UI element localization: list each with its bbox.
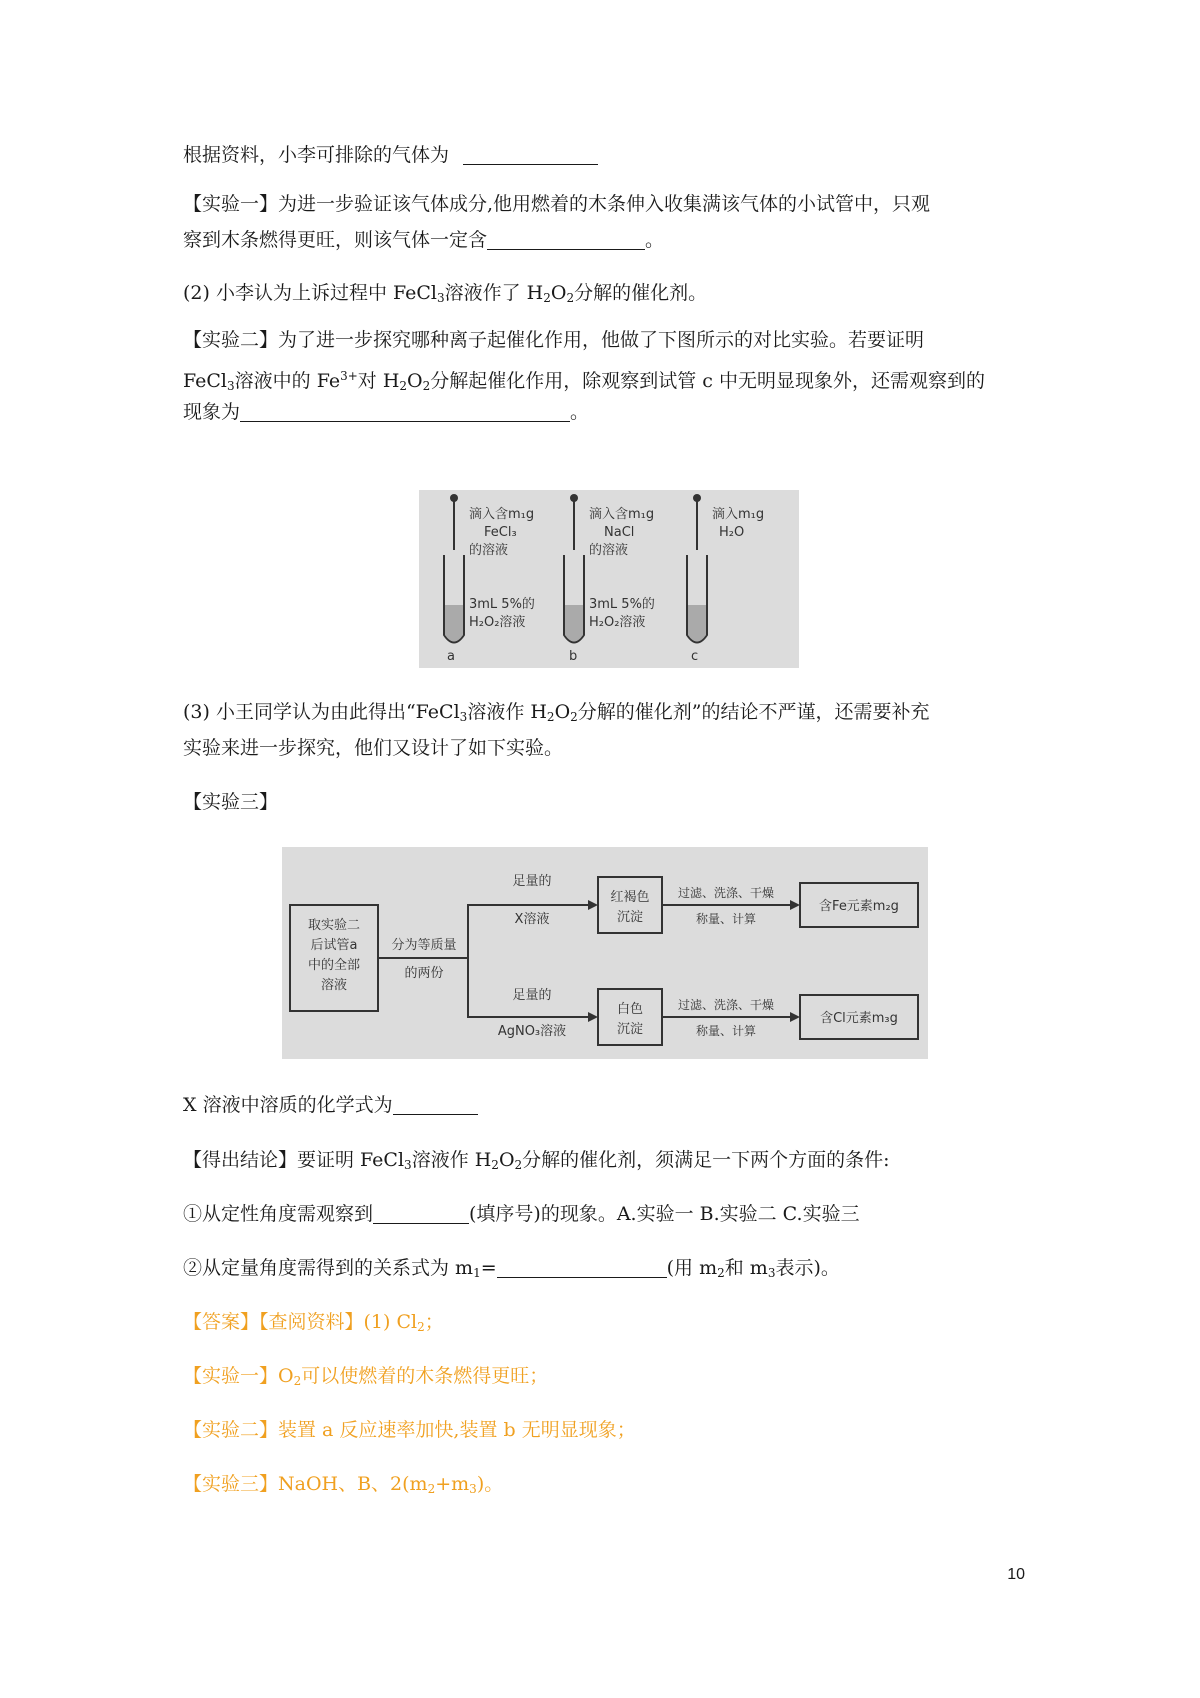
answer-blank[interactable] [463,144,598,165]
test-tubes-figure [419,490,799,668]
flowchart-figure [282,847,928,1059]
answer-text: 【答案】【查阅资料】(1) Cl [183,1311,418,1333]
subscript: 1 [473,1266,481,1280]
conclusion-text: 分解的催化剂，须满足一下两个方面的条件: [522,1149,890,1171]
answer-text: 可以使燃着的木条燃得更旺； [301,1365,549,1387]
exp2-text: FeCl [183,370,228,392]
exp2-text: 现象为 [183,401,241,423]
subscript: 2 [514,1158,523,1172]
answer-text: 【实验一】O [183,1365,294,1387]
conclusion-text: 溶液作 H [411,1149,492,1171]
ppt-text: 沉淀 [616,910,644,925]
conclusion-text: O [498,1149,515,1171]
split-text: 分为等质量 [391,938,457,953]
q3-text: 溶液作 H [467,701,547,723]
reagent-label: FeCl₃ [484,525,517,540]
subscript: 3 [469,1482,477,1496]
subscript: 2 [543,291,551,305]
arrow-head [790,1012,800,1022]
condition2-line [183,1256,840,1285]
q3-line1 [183,700,930,729]
reagent-text: 足量的 [512,988,552,1003]
start-text: 取实验二 [307,918,361,933]
subscript: 2 [491,1158,499,1172]
exp1-text1: 【实验一】为进一步验证该气体成分,他用燃着的木条伸入收集满该气体的小试管中，只观 [183,193,931,215]
reagent-text: X溶液 [514,912,550,927]
tube-label: c [691,649,699,664]
answer-text: )。 [476,1473,504,1495]
q2-text: O [550,282,567,304]
q2-text: 分解的催化剂。 [574,282,708,304]
condition1-line [183,1202,860,1226]
steps-text: 称量、计算 [695,1024,757,1038]
subscript: 2 [293,1374,302,1388]
period: 。 [645,229,665,251]
condition-text: (用 m [666,1257,718,1279]
subscript: 2 [546,710,555,724]
q2-text: 溶液作了 H [444,282,544,304]
arrow-head [790,900,800,910]
reagent-label: NaCl [604,525,635,540]
answer-blank[interactable] [487,229,645,250]
q3-text: O [554,701,571,723]
arrow-head [588,900,598,910]
answer-blank[interactable] [240,401,570,422]
condition-text: = [480,1257,497,1279]
exp2-text: 【实验二】为了进一步探究哪种离子起催化作用，他做了下图所示的对比实验。若要证明 [183,329,925,351]
exp1-line2 [183,228,664,252]
exp2-text: 分解起催化作用，除观察到试管 c 中无明显现象外，还需观察到的 [430,370,985,392]
page-number: 10 [1007,1566,1025,1583]
answer-line4 [183,1472,503,1501]
q3-line2 [183,736,563,760]
answer-text: ； [424,1311,444,1333]
result-text: 含Cl元素m₃g [820,1011,898,1026]
q2-line [183,281,707,310]
x-line [183,1093,478,1117]
answer-line1 [183,1310,444,1339]
dropper-bulb [570,494,578,502]
base-label: H₂O₂溶液 [589,615,646,630]
ppt-text: 红褐色 [610,890,650,905]
x-text: X 溶液中溶质的化学式为 [183,1094,393,1116]
answer-line2 [183,1364,548,1393]
condition-text: (填序号)的现象。A.实验一 B.实验二 C.实验三 [469,1203,860,1225]
tube-label: a [447,649,455,664]
condition-text: ②从定量角度需得到的关系式为 m [183,1257,474,1279]
arrow-head [588,1012,598,1022]
answer-text: 【实验三】NaOH、B、2(m [183,1473,428,1495]
subscript: 2 [417,1320,425,1334]
conclusion-line [183,1148,890,1177]
drop-label: 滴入含m₁g [589,507,655,522]
q1-text: 根据资料，小李可排除的气体为 [183,144,450,166]
exp3-title [183,790,278,814]
answer-blank[interactable] [393,1094,478,1115]
tube-label: b [569,649,578,664]
test-tube-c [687,494,764,664]
exp2-text: 对 H [357,370,400,392]
q3-text: (3) 小王同学认为由此得出“FeCl [183,701,460,723]
condition-text: ①从定性角度需观察到 [183,1203,374,1225]
subscript: 2 [427,1482,436,1496]
subscript: 2 [399,379,408,393]
subscript: 2 [422,379,431,393]
steps-text: 称量、计算 [695,912,757,926]
split-text: 的两份 [404,966,444,981]
subscript: 3 [227,379,235,393]
subscript: 3 [404,1158,412,1172]
ppt-text: 白色 [616,1002,644,1017]
start-text: 后试管a [310,938,358,953]
subscript: 3 [767,1266,776,1280]
q1-line [183,143,598,167]
subscript: 3 [459,710,468,724]
q2-text: (2) 小李认为上诉过程中 FeCl [183,282,437,304]
exp3-title-text: 【实验三】 [183,791,279,813]
dropper-bulb [693,494,701,502]
start-text: 中的全部 [307,958,361,973]
exp2-line2 [183,364,985,398]
subscript: 2 [717,1266,725,1280]
base-label: 3mL 5%的 [589,597,655,612]
superscript: 3+ [340,369,358,383]
reagent-label: 的溶液 [589,543,629,558]
condition-text: 和 m [724,1257,768,1279]
reagent-label: H₂O [719,525,745,540]
conclusion-text: 【得出结论】要证明 FeCl [183,1149,405,1171]
exp2-line3 [183,400,589,424]
result-text: 含Fe元素m₂g [819,899,899,914]
q3-text: 实验来进一步探究，他们又设计了如下实验。 [183,737,564,759]
subscript: 3 [437,291,445,305]
base-label: 3mL 5%的 [469,597,535,612]
steps-text: 过滤、洗涤、干燥 [677,998,775,1012]
condition-text: 表示)。 [775,1257,840,1279]
q3-text: 分解的催化剂”的结论不严谨，还需要补充 [577,701,930,723]
flowchart-svg [282,847,928,1059]
subscript: 2 [570,710,578,724]
base-label: H₂O₂溶液 [469,615,526,630]
reagent-text: 足量的 [512,874,552,889]
steps-text: 过滤、洗涤、干燥 [677,886,775,900]
exp1-line1 [183,192,930,216]
answer-line3 [183,1418,636,1442]
reagent-text: AgNO₃溶液 [497,1024,567,1039]
drop-label: 滴入m₁g [712,507,765,522]
exp2-line1 [183,328,924,352]
exp1-text2: 察到木条燃得更旺，则该气体一定含 [183,229,488,251]
drop-label: 滴入含m₁g [469,507,535,522]
dropper-bulb [450,494,458,502]
subscript: 2 [566,291,575,305]
answer-blank[interactable] [373,1203,469,1224]
exp2-text: 溶液中的 Fe [234,370,341,392]
answer-text: 【实验二】装置 a 反应速率加快,装置 b 无明显现象； [183,1419,636,1441]
test-tube-a [444,494,535,664]
test-tube-b [564,494,655,664]
start-text: 溶液 [320,978,348,993]
exp2-text: O [407,370,423,392]
period: 。 [570,401,590,423]
test-tubes-svg [419,490,799,668]
answer-text: +m [435,1473,470,1495]
reagent-label: 的溶液 [469,543,509,558]
answer-blank[interactable] [497,1257,667,1278]
ppt-text: 沉淀 [616,1022,644,1037]
